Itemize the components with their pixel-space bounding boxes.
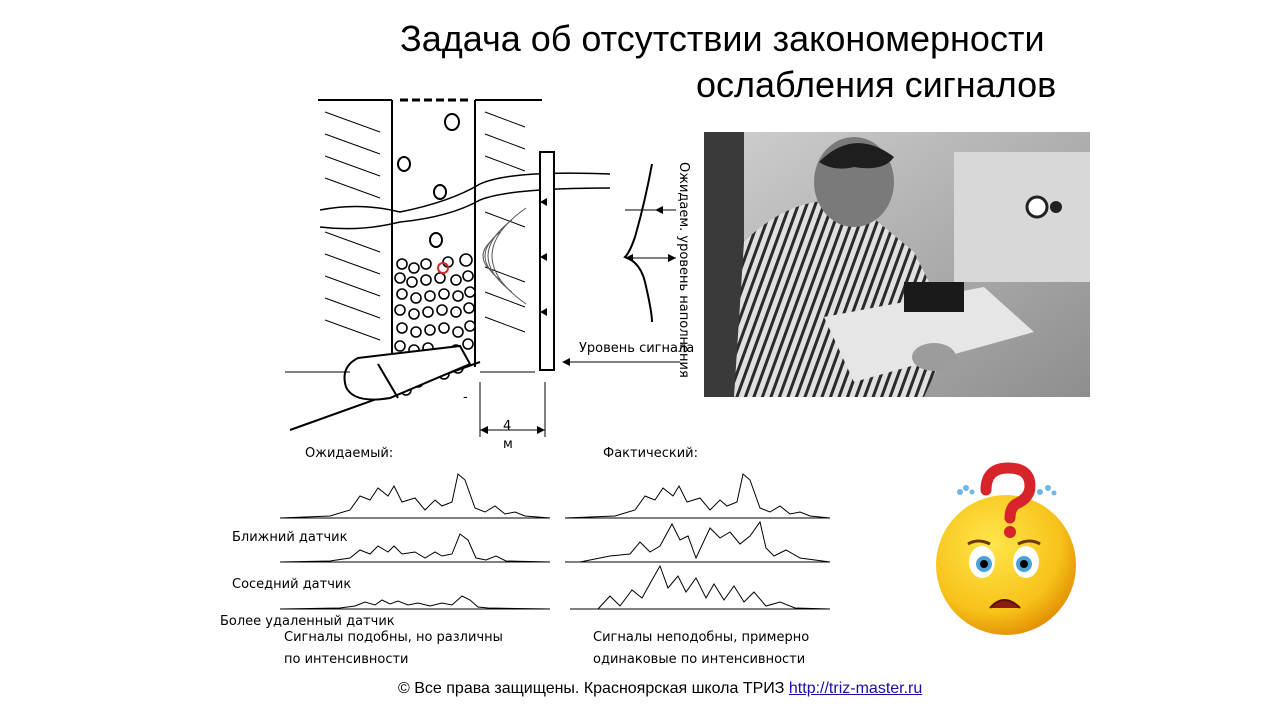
signal-waves [483, 208, 526, 304]
site-link[interactable]: http://triz-master.ru [788, 680, 923, 697]
dimension-value: 4 [503, 419, 512, 434]
slide-title-line1: Задача об отсутствии закономерности [400, 18, 1045, 59]
actual-header: Фактический: [603, 446, 698, 461]
actual-caption-line1: Сигналы неподобны, примерно [593, 630, 810, 645]
actual-caption [593, 627, 809, 671]
footer [398, 680, 922, 698]
expected-near-signal [280, 474, 550, 518]
actual-caption-line2: одинаковые по интенсивности [593, 652, 806, 667]
rock-hatching-left [325, 112, 380, 340]
shaft-diagram [280, 92, 700, 452]
actual-far-signal [598, 566, 830, 609]
expected-caption-line2: по интенсивности [284, 652, 409, 667]
confused-emoji-icon [930, 462, 1090, 637]
far-sensor-label: Более удаленный датчик [220, 614, 395, 629]
actual-adjacent-signal [580, 522, 830, 562]
expected-caption-line1: Сигналы подобны, но различны [284, 630, 503, 645]
expected-header: Ожидаемый: [305, 446, 394, 461]
slide-title-line2: ослабления сигналов [696, 64, 1057, 105]
dash-mark: - [463, 390, 468, 405]
copyright-text: © Все права защищены. Красноярская школа ТРИЗ [398, 680, 785, 697]
expected-far-signal [280, 596, 550, 609]
actual-near-signal [565, 474, 830, 518]
operator-photo [704, 132, 1090, 397]
signal-level-label: Уровень сигнала [579, 341, 695, 356]
expected-fill-level-label: Ожидаем. уровень наполнения [676, 162, 691, 378]
dimension-unit: м [503, 437, 513, 452]
expected-caption [284, 627, 503, 671]
adjacent-sensor-label: Соседний датчик [232, 577, 352, 592]
near-sensor-label: Ближний датчик [232, 530, 348, 545]
